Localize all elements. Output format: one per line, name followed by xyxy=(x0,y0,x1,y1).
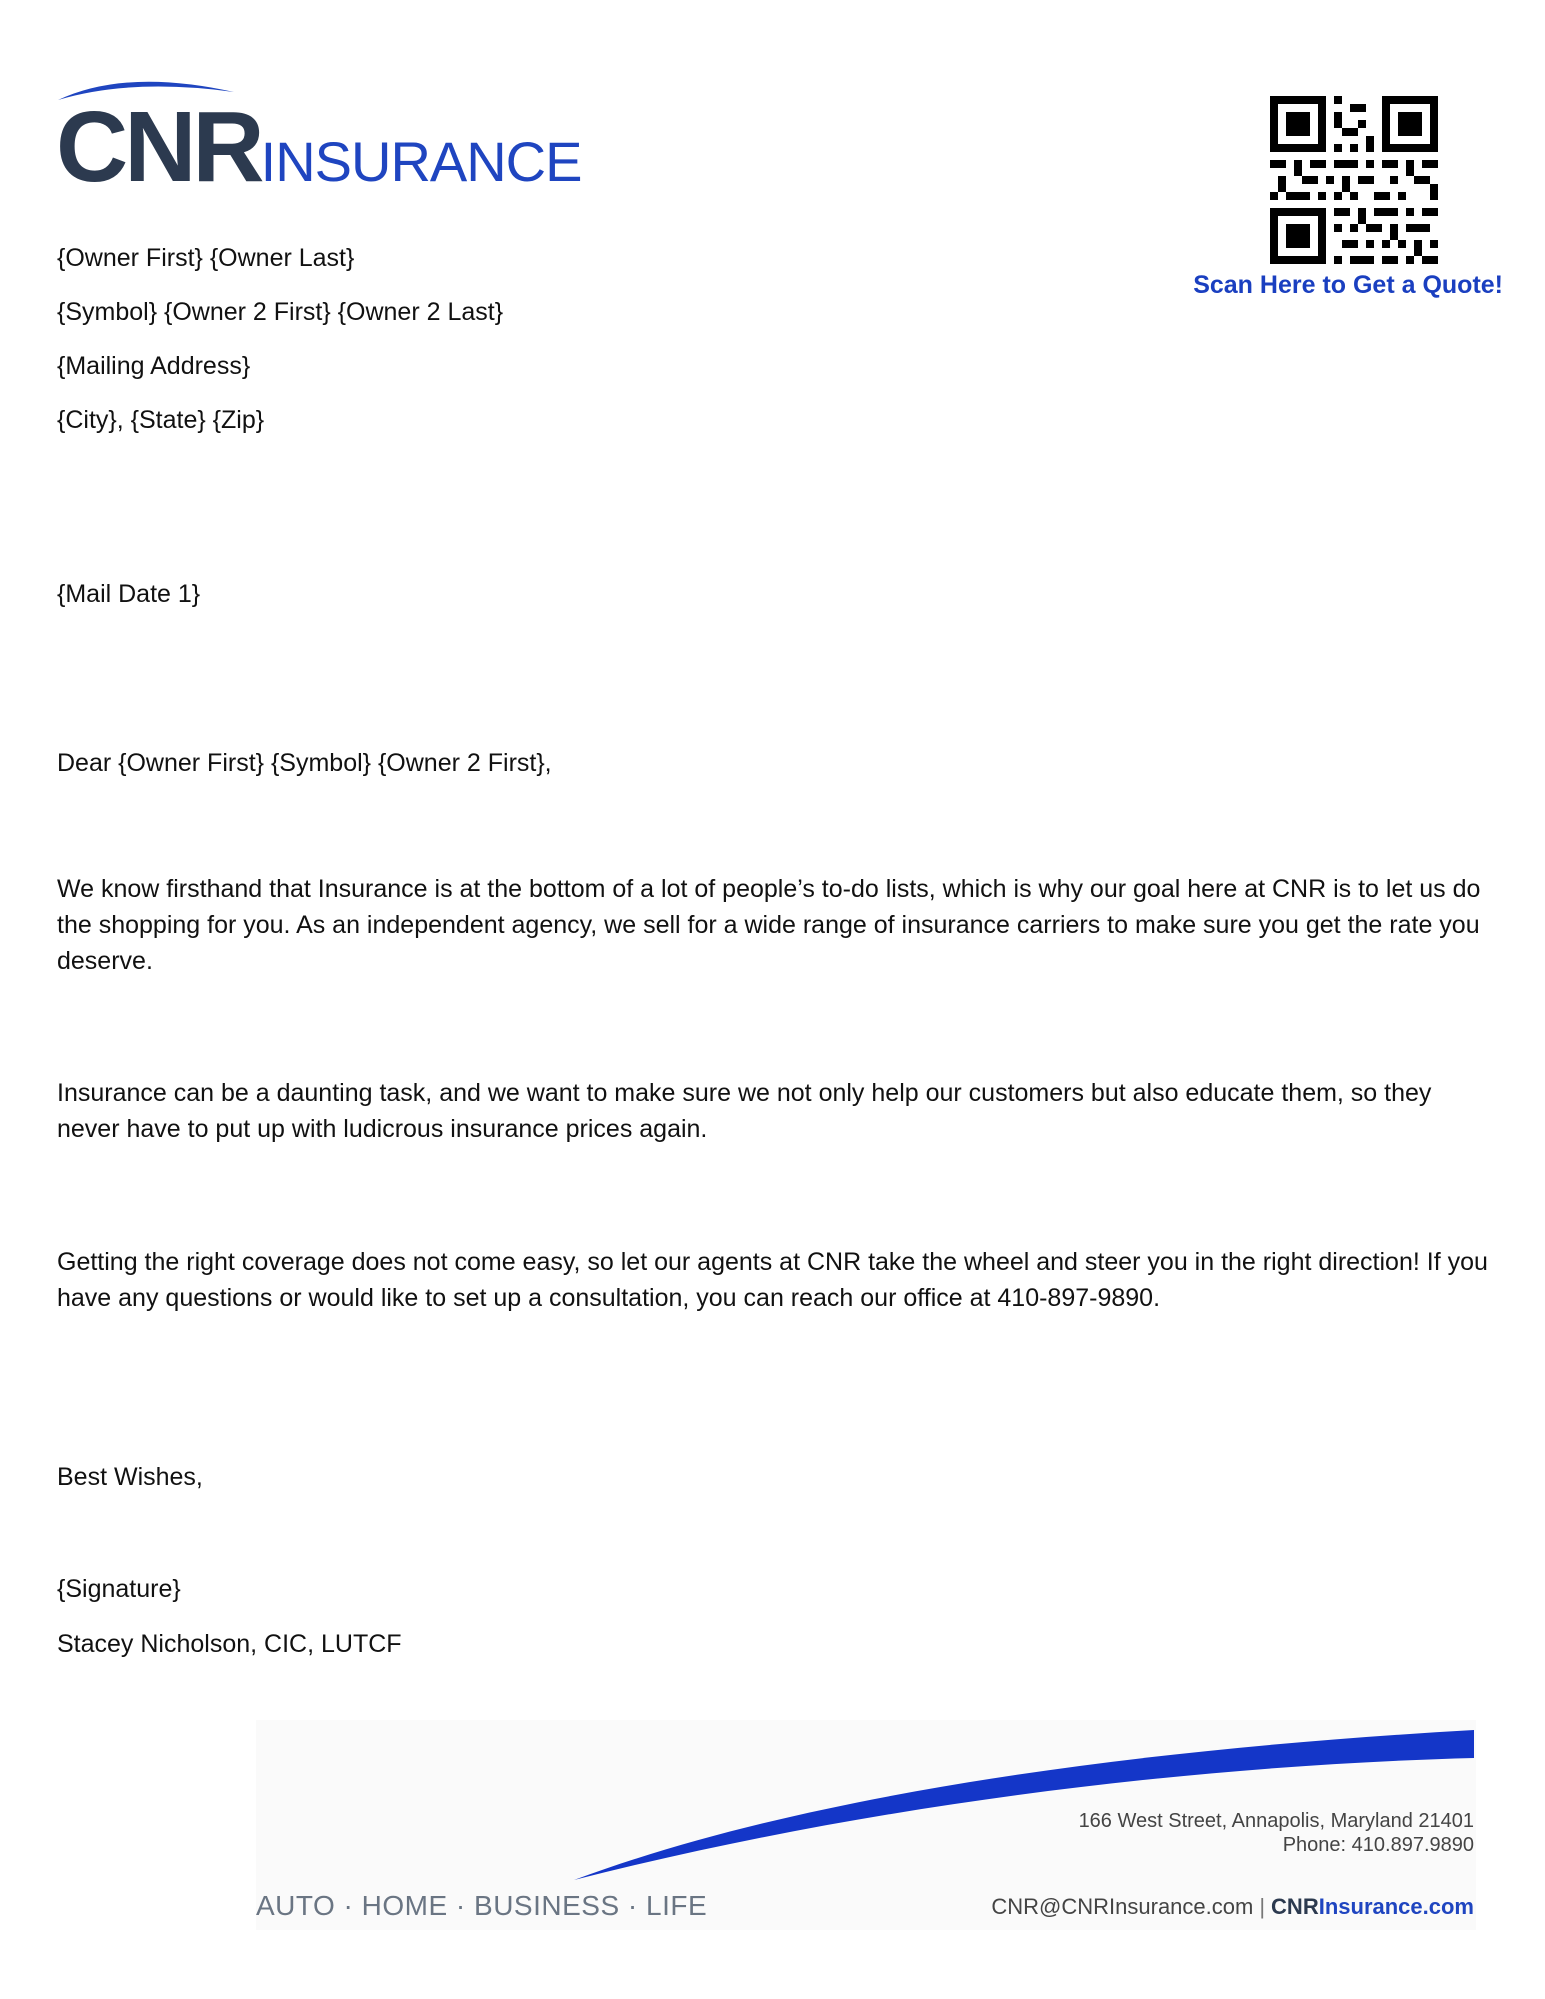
closing: Best Wishes, xyxy=(57,1463,203,1491)
salutation: Dear {Owner First} {Symbol} {Owner 2 First}, xyxy=(57,749,552,777)
signer-name: Stacey Nicholson, CIC, LUTCF xyxy=(57,1630,402,1658)
recipient-line-2: {Symbol} {Owner 2 First} {Owner 2 Last} xyxy=(57,298,504,326)
qr-caption: Scan Here to Get a Quote! xyxy=(1193,271,1503,299)
body-paragraph: We know firsthand that Insurance is at the bottom of a lot of people’s to-do lists, which is why our goal here at CNR is to let us do the shopping for you. As an independent agency, we sell for a wide range of insurance carriers to make sure you get the rate you deserve. xyxy=(57,875,1481,975)
recipient-line-1: {Owner First} {Owner Last} xyxy=(57,244,355,272)
footer-swoosh-icon xyxy=(256,1720,1476,1890)
mail-date: {Mail Date 1} xyxy=(57,580,201,608)
recipient-line-4: {City}, {State} {Zip} xyxy=(57,406,265,434)
footer-email[interactable]: CNR@CNRInsurance.com xyxy=(991,1894,1254,1919)
footer-contact xyxy=(991,1894,1474,1920)
letterhead-footer xyxy=(256,1720,1476,1930)
qr-code-icon[interactable] xyxy=(1270,96,1438,264)
logo-wordmark xyxy=(56,90,581,205)
logo-brand: CNR xyxy=(56,91,261,203)
website-domain: Insurance.com xyxy=(1318,1894,1474,1919)
footer-tagline: AUTO · HOME · BUSINESS · LIFE xyxy=(256,1890,708,1921)
company-logo xyxy=(56,72,582,203)
footer-phone: Phone: 410.897.9890 xyxy=(1282,1834,1474,1856)
footer-website[interactable] xyxy=(1271,1894,1474,1919)
recipient-line-3: {Mailing Address} xyxy=(57,352,251,380)
footer-address: 166 West Street, Annapolis, Maryland 21401 xyxy=(1078,1810,1474,1832)
website-brand: CNR xyxy=(1271,1894,1319,1919)
body-paragraph: Insurance can be a daunting task, and we want to make sure we not only help our customers but also educate them, so they never have to put up with ludicrous insurance prices again. xyxy=(57,1079,1432,1143)
signature-placeholder: {Signature} xyxy=(57,1575,181,1603)
footer-separator: | xyxy=(1259,1894,1266,1919)
body-paragraph: Getting the right coverage does not come easy, so let our agents at CNR take the wheel and steer you in the right direction! If you have any questions or would like to set up a consultation, you can reach our office at 410-897-9890. xyxy=(57,1248,1488,1312)
logo-suffix: INSURANCE xyxy=(260,130,582,193)
